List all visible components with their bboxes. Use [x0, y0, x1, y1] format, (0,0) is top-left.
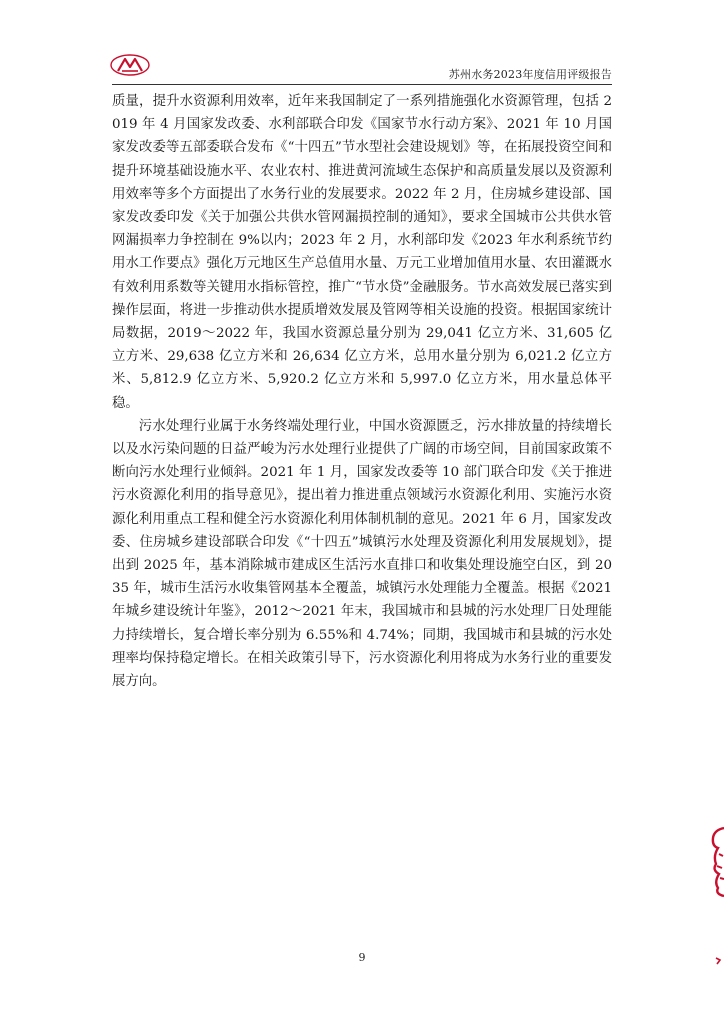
seal-stamp-edge	[710, 826, 724, 898]
agency-logo	[110, 54, 150, 76]
paragraph-sewage-treatment: 污水处理行业属于水务终端处理行业，中国水资源匮乏，污水排放量的持续增长以及水污染问题的日益严峻为污水处理行业提供了广阔的市场空间，目前国家政策不断向污水处理行业倾斜。2021 年 1 月，国家发改委等 10 部门联合印发《关于推进污水资源化利用的指导意见》，提出着力推进重点领域污水资源化利用、实施污水资源化利用重点工程和健全污水资源化利用体制机制的意见。2021 年 6 月，国家发改委、住房城乡建设部联合印发《“十四五”城镇污水处理及资源化利用发展规划》，提出到 2025 年，基本消除城市建成区生活污水直排口和收集处理设施空白区，到 2035 年，城市生活污水收集管网基本全覆盖，城镇污水处理能力全覆盖。根据《2021 年城乡建设统计年鉴》，2012～2021 年末，我国城市和县城的污水处理厂日处理能力持续增长，复合增长率分别为 6.55%和 4.74%；同期，我国城市和县城的污水处理率均保持稳定增长。在相关政策引导下，污水资源化利用将成为水务行业的重要发展方向。	[112, 418, 612, 690]
paragraph-water-conservation: 质量，提升水资源利用效率，近年来我国制定了一系列措施强化水资源管理，包括 2019 年 4 月国家发改委、水利部联合印发《国家节水行动方案》、2021 年 10 月国家发改委等五部委联合发布《“十四五”节水型社会建设规划》等，在拓展投资空间和提升环境基础设施水平、农业农村、推进黄河流域生态保护和高质量发展以及资源利用效率等多个方面提出了水务行业的发展要求。2022 年 2 月，住房城乡建设部、国家发改委印发《关于加强公共供水管网漏损控制的通知》，要求全国城市公共供水管网漏损率力争控制在 9%以内；2023 年 2 月，水利部印发《2023 年水利系统节约用水工作要点》强化万元地区生产总值用水量、万元工业增加值用水量、农田灌溉水有效利用系数等关键用水指标管控，推广“节水贷”金融服务。节水高效发展已落实到操作层面，将进一步推动供水提质增效发展及管网等相关设施的投资。根据国家统计局数据，2019～2022 年，我国水资源总量分别为 29,041 亿立方米、31,605 亿立方米、29,638 亿立方米和 26,634 亿立方米，总用水量分别为 6,021.2 亿立方米、5,812.9 亿立方米、5,920.2 亿立方米和 5,997.0 亿立方米，用水量总体平稳。	[112, 94, 612, 411]
header-divider	[112, 84, 612, 85]
seal-stamp-fragment	[714, 956, 722, 966]
report-header-title: 苏州水务2023年度信用评级报告	[448, 68, 612, 81]
report-body	[112, 90, 612, 693]
page-number: 9	[358, 951, 366, 964]
